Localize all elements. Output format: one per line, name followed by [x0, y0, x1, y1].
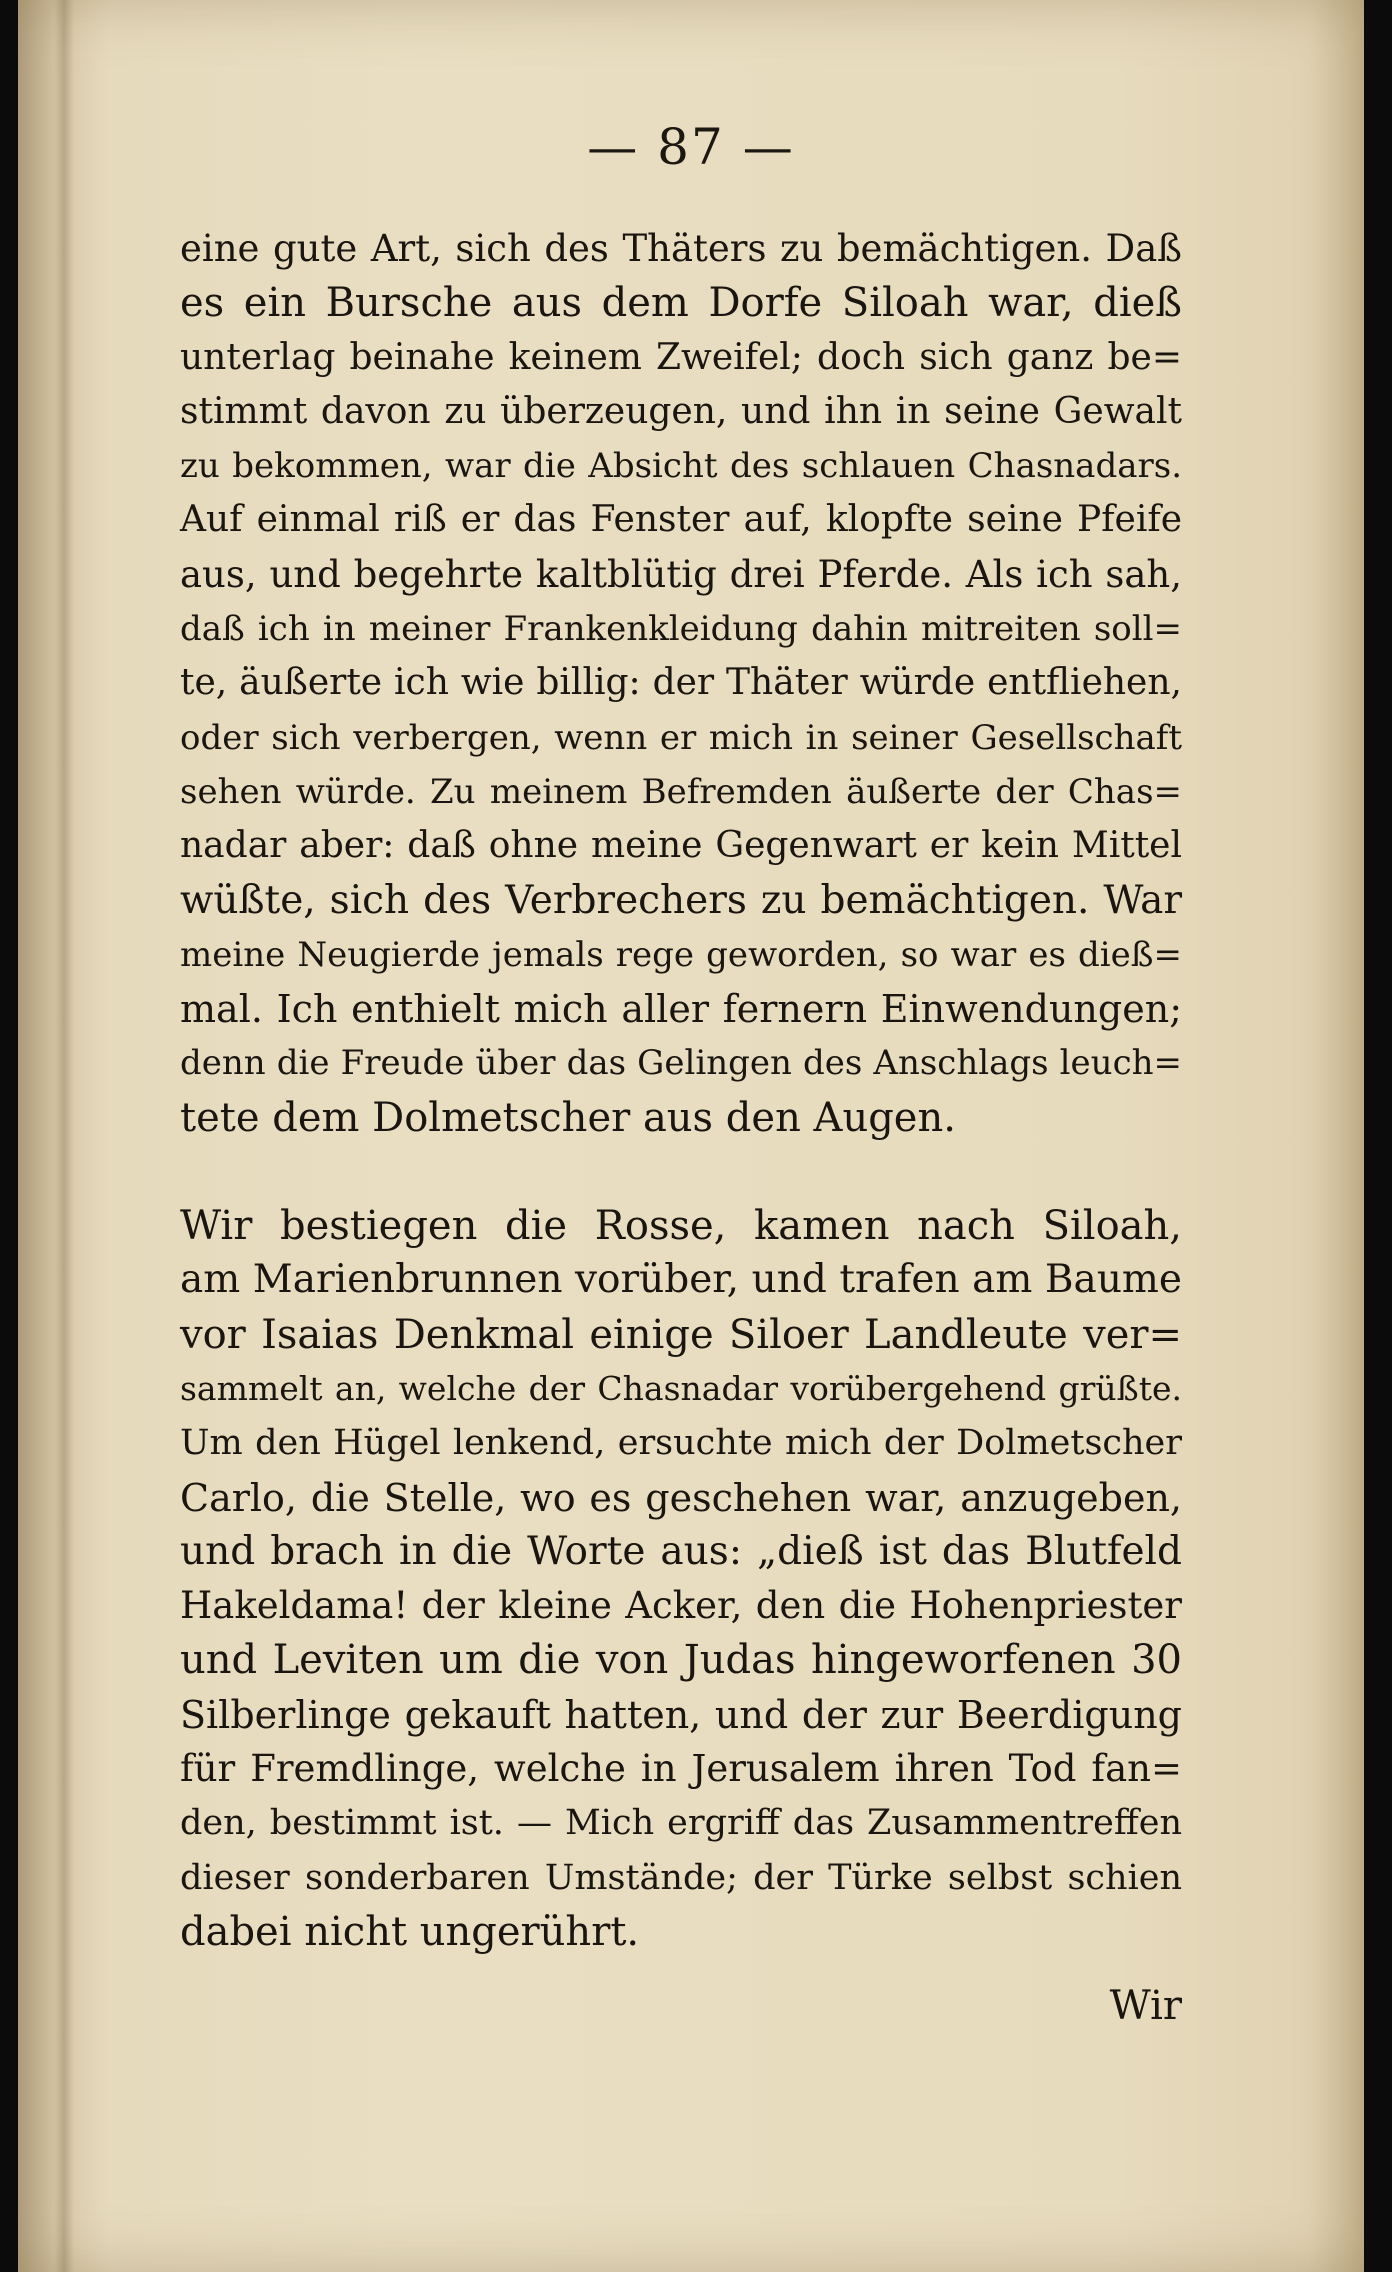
text-line: Auf einmal riß er das Fenster auf, klopfte seine Pfeife [180, 499, 1182, 541]
book-page [18, 0, 1364, 2272]
text-line: eine gute Art, sich des Thäters zu bemächtigen. Daß [180, 227, 1182, 270]
text-line: vor Isaias Denkmal einige Siloer Landleute ver= [180, 1311, 1182, 1358]
text-line: mal. Ich enthielt mich aller fernern Einwendungen; [180, 987, 1182, 1032]
text-line: Hakeldama! der kleine Acker, den die Hohenpriester [180, 1584, 1182, 1628]
text-line: am Marienbrunnen vorüber, und trafen am Baume [180, 1257, 1182, 1303]
text-line: Wir bestiegen die Rosse, kamen nach Siloah, [180, 1203, 1182, 1250]
page-gutter [54, 0, 74, 2272]
text-line: nadar aber: daß ohne meine Gegenwart er kein Mittel [180, 825, 1182, 867]
text-line: tete dem Dolmetscher aus den Augen. [180, 1094, 956, 1141]
text-line: dieser sonderbaren Umstände; der Türke selbst schien [180, 1857, 1182, 1898]
text-line: den, bestimmt ist. — Mich ergriff das Zusammentreffen [180, 1803, 1182, 1844]
body-text [180, 222, 1182, 2034]
text-line: oder sich verbergen, wenn er mich in seiner Gesellschaft [180, 717, 1182, 758]
text-line: es ein Bursche aus dem Dorfe Siloah war, dieß [180, 280, 1182, 327]
text-line: Silberlinge gekauft hatten, und der zur Beerdigung [180, 1692, 1182, 1737]
text-line: te, äußerte ich wie billig: der Thäter würde entfliehen, [180, 662, 1182, 704]
text-line: für Fremdlinge, welche in Jerusalem ihren Tod fan= [180, 1747, 1182, 1791]
text-line: zu bekommen, war die Absicht des schlauen Chasnadars. [180, 446, 1182, 487]
text-line: daß ich in meiner Frankenkleidung dahin mitreiten soll= [180, 609, 1182, 650]
text-line: dabei nicht ungerührt. [180, 1908, 640, 1955]
text-line: aus, und begehrte kaltblütig drei Pferde. Als ich sah, [180, 552, 1182, 596]
text-line: meine Neugierde jemals rege geworden, so war es dieß= [180, 934, 1182, 975]
catchword: Wir [1109, 1983, 1182, 2030]
text-line: sehen würde. Zu meinem Befremden äußerte der Chas= [180, 771, 1182, 812]
text-line: und Leviten um die von Judas hingeworfenen 30 [180, 1637, 1182, 1684]
paragraph-1 [180, 222, 1182, 1145]
text-line: stimmt davon zu überzeugen, und ihn in seine Gewalt [180, 390, 1182, 432]
text-line: Um den Hügel lenkend, ersuchte mich der Dolmetscher [180, 1423, 1182, 1464]
text-line: denn die Freude über das Gelingen des Anschlags leuch= [180, 1043, 1182, 1084]
text-line: wüßte, sich des Verbrechers zu bemächtigen. War [180, 877, 1182, 923]
text-line: und brach in die Worte aus: „dieß ist das Blutfeld [180, 1528, 1182, 1574]
text-line: sammelt an, welche der Chasnadar vorübergehend grüßte. [180, 1368, 1182, 1408]
page-number: — 87 — [587, 118, 795, 176]
paragraph-2 [180, 1199, 1182, 1959]
paragraph-gap [180, 1145, 1182, 1199]
text-line: unterlag beinahe keinem Zweifel; doch sich ganz be= [180, 336, 1182, 378]
text-line: Carlo, die Stelle, wo es geschehen war, anzugeben, [180, 1475, 1182, 1520]
